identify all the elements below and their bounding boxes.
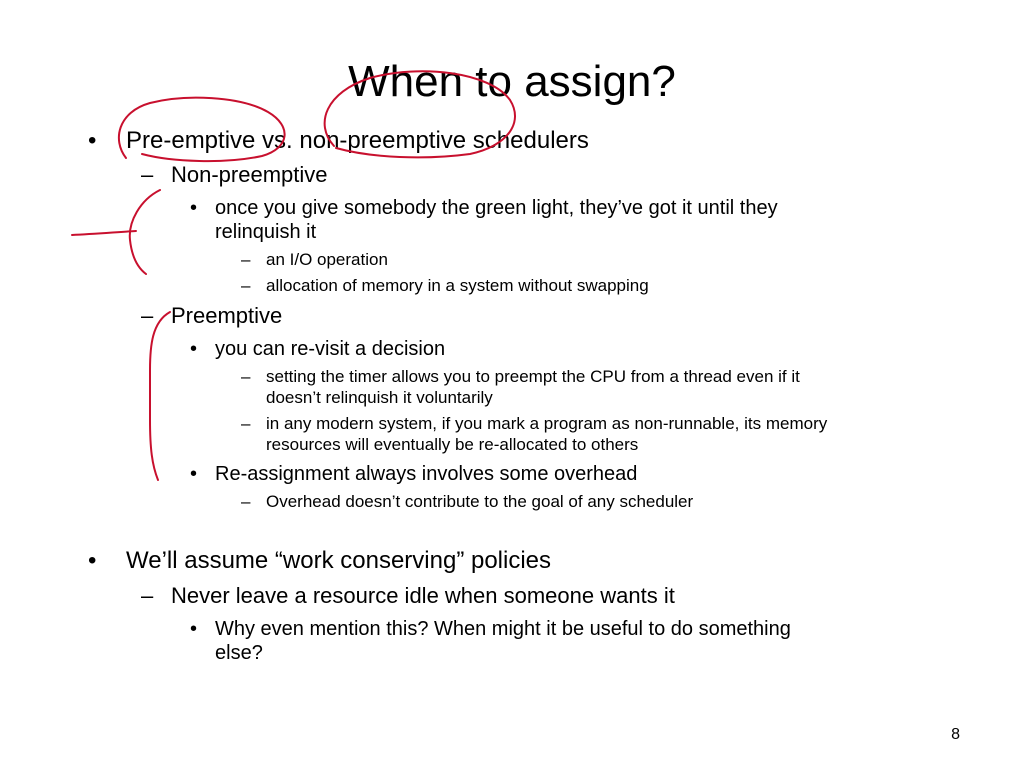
point-why-mention-line1: Why even mention this? When might it be useful to do something bbox=[215, 618, 791, 640]
point-revisit-decision: you can re-visit a decision bbox=[215, 338, 446, 360]
point-reassignment-overhead: Re-assignment always involves some overhead bbox=[215, 463, 638, 485]
bullet-marker: • bbox=[190, 197, 198, 219]
sub-never-idle: Never leave a resource idle when someone wants it bbox=[171, 583, 675, 608]
bracket-preemptive-annotation bbox=[150, 312, 170, 480]
point-green-light-line2: relinquish it bbox=[215, 221, 317, 243]
slide-title: When to assign? bbox=[348, 57, 676, 106]
bullet-marker: • bbox=[88, 127, 97, 154]
bullet-marker: • bbox=[190, 463, 198, 485]
page-number: 8 bbox=[951, 726, 960, 743]
point-green-light-line1: once you give somebody the green light, they’ve got it until they bbox=[215, 197, 778, 219]
detail-non-runnable-line1: in any modern system, if you mark a program as non-runnable, its memory bbox=[266, 414, 828, 433]
bracket-non-preemptive-annotation bbox=[130, 190, 160, 274]
bullet-marker: • bbox=[190, 338, 198, 360]
dash-marker: – bbox=[241, 276, 251, 295]
dash-marker: – bbox=[141, 583, 154, 608]
dash-marker: – bbox=[141, 303, 154, 328]
detail-overhead-goal: Overhead doesn’t contribute to the goal of any scheduler bbox=[266, 492, 694, 511]
detail-non-runnable-line2: resources will eventually be re-allocated to others bbox=[266, 435, 639, 454]
detail-memory-allocation: allocation of memory in a system without swapping bbox=[266, 276, 649, 295]
bullet-work-conserving: We’ll assume “work conserving” policies bbox=[126, 547, 552, 574]
dash-marker: – bbox=[141, 162, 154, 187]
dash-marker: – bbox=[241, 414, 251, 433]
dash-marker: – bbox=[241, 367, 251, 386]
sub-non-preemptive: Non-preemptive bbox=[171, 162, 328, 187]
detail-io-operation: an I/O operation bbox=[266, 250, 388, 269]
point-why-mention-line2: else? bbox=[215, 642, 263, 664]
arrow-line-annotation bbox=[72, 231, 136, 235]
bullet-marker: • bbox=[88, 547, 97, 574]
sub-preemptive: Preemptive bbox=[171, 303, 283, 328]
dash-marker: – bbox=[241, 250, 251, 269]
dash-marker: – bbox=[241, 492, 251, 511]
bullet-schedulers: Pre-emptive vs. non-preemptive schedulers bbox=[126, 127, 589, 154]
detail-timer-line1: setting the timer allows you to preempt the CPU from a thread even if it bbox=[266, 367, 800, 386]
bullet-marker: • bbox=[190, 618, 198, 640]
detail-timer-line2: doesn’t relinquish it voluntarily bbox=[266, 388, 493, 407]
